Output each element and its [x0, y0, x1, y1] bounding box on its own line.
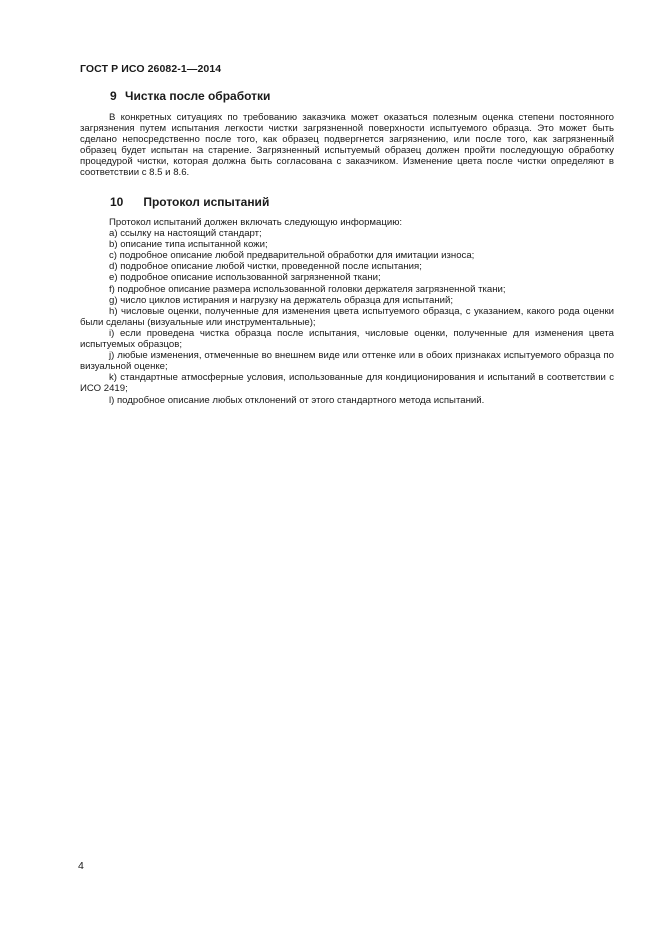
list-item: g) число циклов истирания и нагрузку на держатель образца для испытаний;	[109, 294, 454, 306]
section-9-heading	[110, 89, 270, 103]
section-10-title: Протокол испытаний	[143, 195, 270, 209]
section-10-number: 10	[110, 195, 124, 209]
list-item: i) если проведена чистка образца после испытания, числовые оценки, полученные для изменения цвета испытуемых образцов;	[80, 327, 614, 351]
list-item: l) подробное описание любых отклонений от этого стандартного метода испытаний.	[109, 394, 485, 406]
list-item: d) подробное описание любой чистки, проведенной после испытания;	[109, 261, 422, 273]
list-item: e) подробное описание использованной загрязненной ткани;	[109, 272, 381, 284]
list-item: b) описание типа испытанной кожи;	[109, 239, 268, 251]
list-item: c) подробное описание любой предварительной обработки для имитации износа;	[109, 250, 475, 262]
document-header: ГОСТ Р ИСО 26082-1—2014	[80, 63, 222, 75]
list-item: k) стандартные атмосферные условия, использованные для кондиционирования и испытаний в соответствии с ИСО 2419;	[80, 372, 614, 395]
list-item: j) любые изменения, отмеченные во внешнем виде или оттенке или в обоих признаках испытуемого образца по визуальной оценке;	[80, 350, 614, 373]
list-item: a) ссылку на настоящий стандарт;	[109, 228, 262, 240]
section-10-heading	[110, 195, 269, 209]
section-9-body	[80, 112, 614, 179]
list-item: f) подробное описание размера использованной головки держателя загрязненной ткани;	[109, 283, 506, 295]
list-item: h) числовые оценки, полученные для изменения цвета испытуемого образца, с указанием, какого рода оценки были сделаны (визуальные или инструментальные);	[80, 305, 614, 328]
page-number: 4	[78, 860, 84, 872]
section-9-number: 9	[110, 89, 117, 103]
section-10-intro: Протокол испытаний должен включать следующую информацию:	[109, 217, 403, 228]
section-9-title: Чистка после обработки	[125, 89, 271, 103]
section-10-body	[80, 217, 614, 406]
section-9-paragraph: В конкретных ситуациях по требованию заказчика может оказаться полезным оценка степени постоянного загрязнения путем испытания легкости чистки загрязненной поверхности испытуемого образца. Это может быть сделано непосредственно после того, как образец подвергнется загрязнению, или после того, как загрязненный образец будет испытан на старение. Загрязненный испытуемый образец должен пройти последующую обработку процедурой чистки, которая должна быть согласована с заказчиком. Изменение цвета после чистки определяют в соответствии с 8.5 и 8.6.	[80, 112, 614, 179]
